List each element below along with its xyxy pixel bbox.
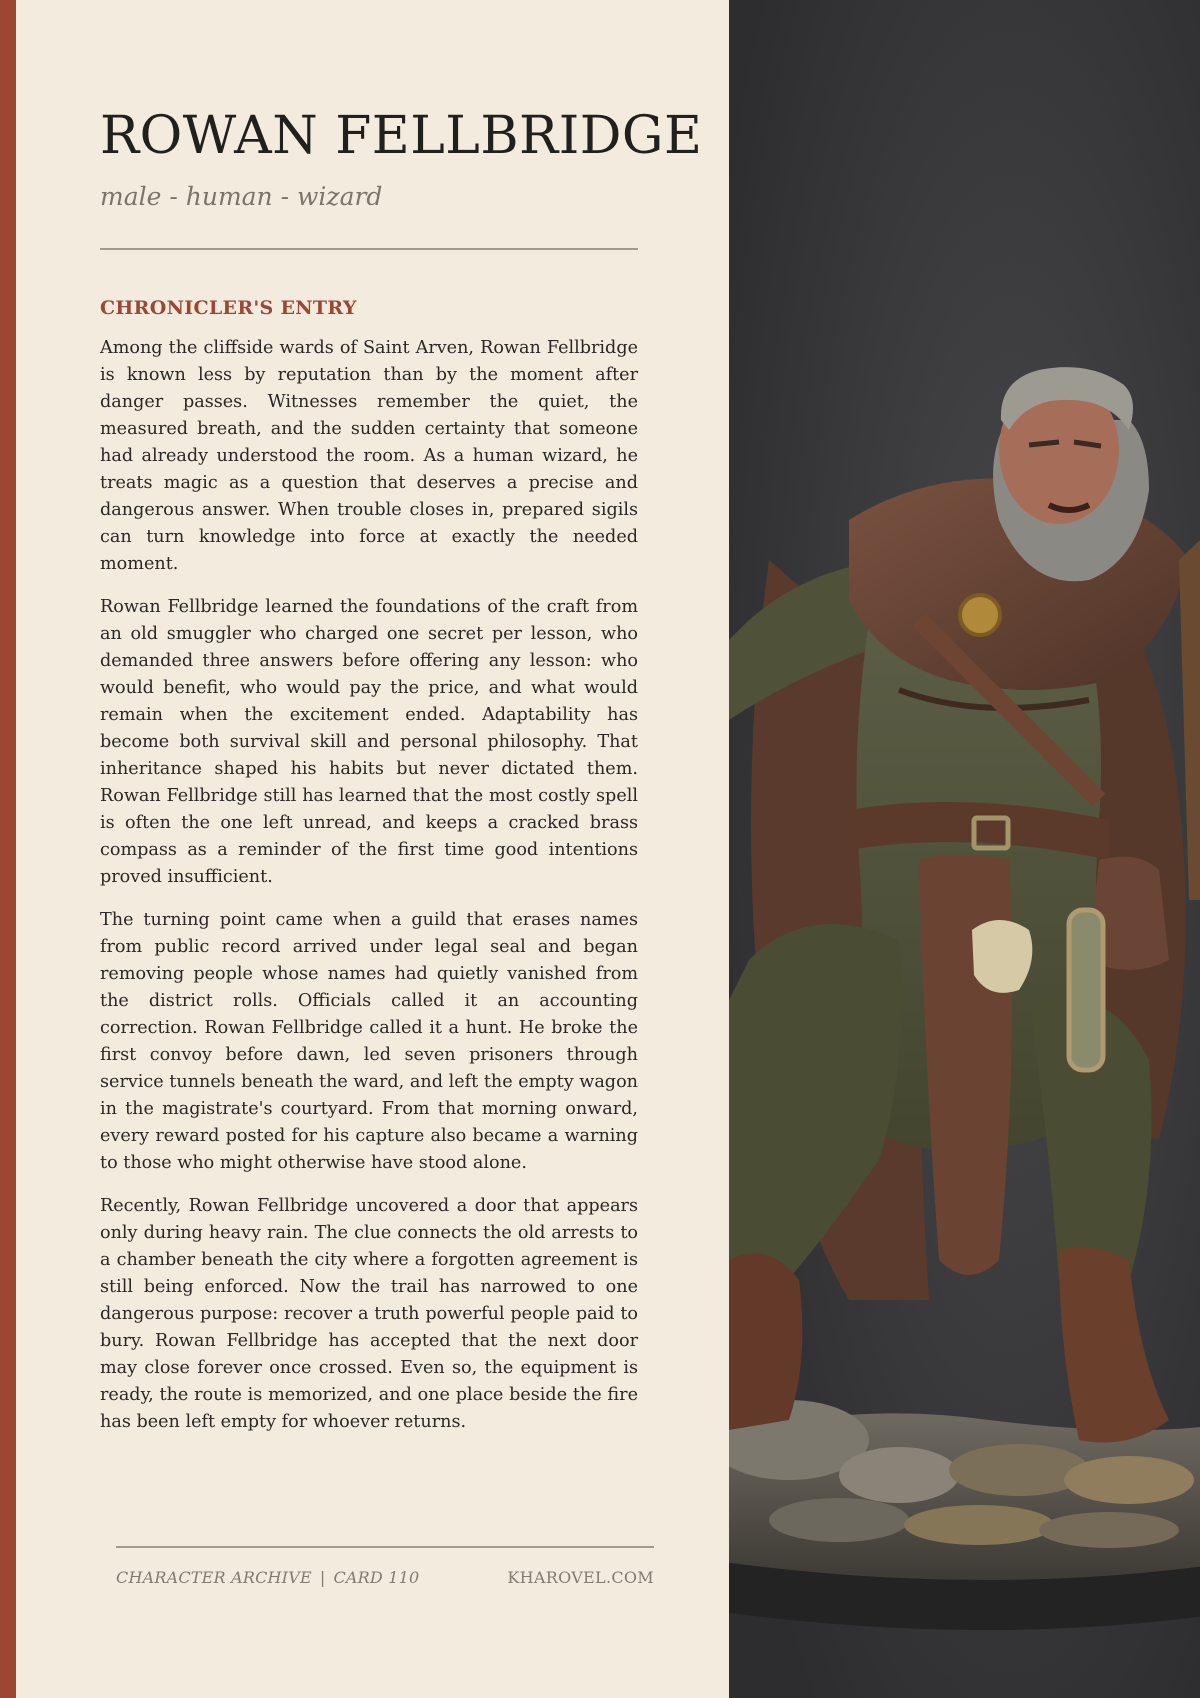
footer-separator: | [319,1568,326,1587]
entry-paragraph: The turning point came when a guild that erases names from public record arrived under legal seal and began removing people whose names had quietly vanished from the district rolls. Officials called it an accounting correction. Rowan Fellbridge called it a hunt. He broke the first convoy before dawn, led seven prisoners through service tunnels beneath the ward, and left the empty wagon in the magistrate's courtyard. From that morning onward, every reward posted for his capture also became a warning to those who might otherwise have stood alone. [100,910,638,1173]
entry-paragraph: Rowan Fellbridge learned the foundations of the craft from an old smuggler who charged one secret per lesson, who demanded three answers before offering any lesson: who would benefit, who would pay the price, and what would remain when the excitement ended. Adaptability has become both survival skill and personal philosophy. That inheritance shaped his habits but never dictated them. Rowan Fellbridge still has learned that the most costly spell is often the one left unread, and keeps a cracked brass compass as a reminder of the first time good intentions proved insufficient. [100,597,638,887]
footer-row [116,1568,654,1588]
brooch [960,595,1000,635]
site-name: KHAROVEL.COM [507,1568,654,1587]
character-content [100,104,703,1452]
vial [1069,910,1103,1070]
footer-divider [116,1546,654,1548]
character-name: ROWAN FELLBRIDGE [100,106,703,166]
section-heading: CHRONICLER'S ENTRY [100,297,357,319]
wizard-head [993,367,1149,581]
character-illustration [729,0,1200,1698]
entry-paragraph: Recently, Rowan Fellbridge uncovered a door that appears only during heavy rain. The clue connects the old arrests to a chamber beneath the city where a forgotten agreement is still being enforced. Now the trail has narrowed to one dangerous purpose: recover a truth powerful people paid to bury. Rowan Fellbridge has accepted that the next door may close forever once crossed. Even so, the equipment is ready, the route is memorized, and one place beside the fire has been left empty for whoever returns. [100,1196,638,1432]
card-number: CARD 110 [333,1568,420,1587]
text-panel [16,0,729,1698]
entry-body [100,335,638,1436]
archive-label: CHARACTER ARCHIVE [116,1568,312,1587]
charm [972,920,1032,993]
card-footer [116,1546,654,1588]
character-descriptor: male - human - wizard [100,182,383,211]
wizard-miniature-image [729,0,1200,1698]
left-boot [729,1253,802,1430]
accent-bar [0,0,16,1698]
archive-reference [116,1568,419,1588]
entry-paragraph: Among the cliffside wards of Saint Arven, Rowan Fellbridge is known less by reputation than by the moment after danger passes. Witnesses remember the quiet, the measured breath, and the sudden certainty that someone had already understood the room. As a human wizard, he treats magic as a question that deserves a precise and dangerous answer. When trouble closes in, prepared sigils can turn knowledge into force at exactly the needed moment. [100,338,638,574]
header-divider [100,248,638,250]
